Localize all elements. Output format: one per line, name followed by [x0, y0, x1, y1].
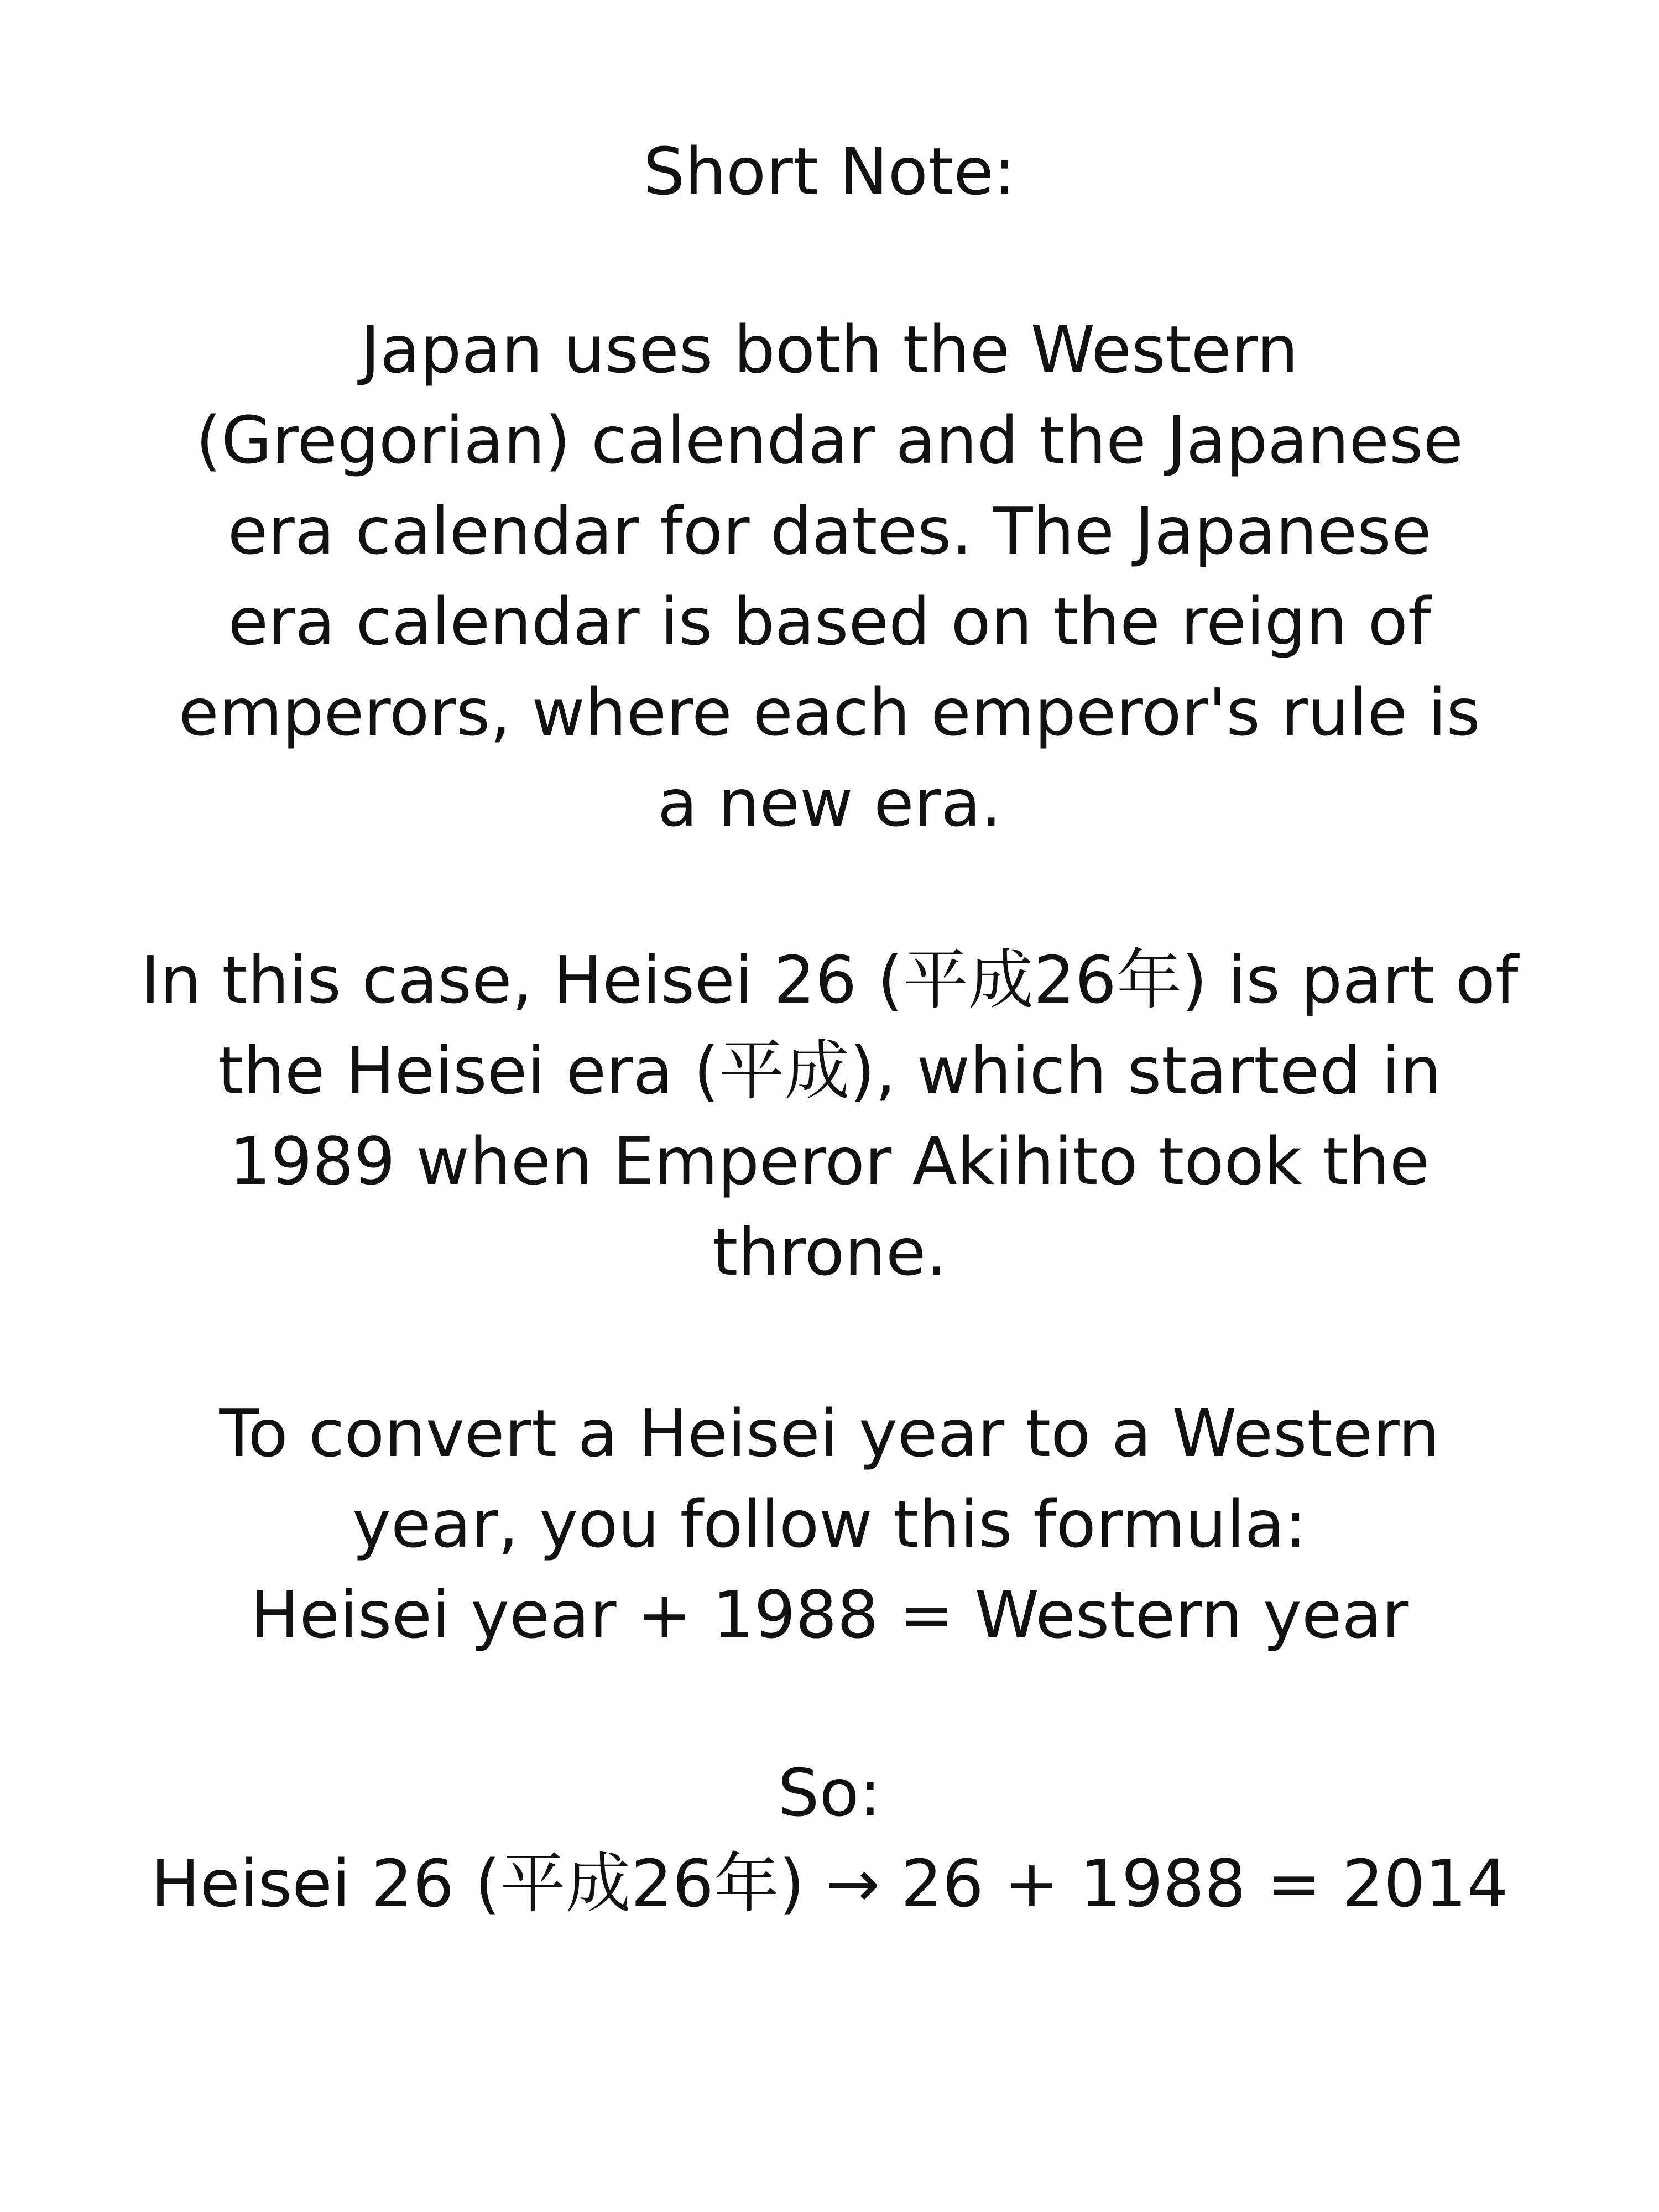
result-calculation: Heisei 26 (平成26年) → 26 + 1988 = 2014 [150, 1845, 1509, 1922]
convert-line: year, you follow this formula: [352, 1486, 1307, 1562]
result-intro: So: [778, 1755, 881, 1831]
intro-line: Japan uses both the Western [361, 311, 1298, 388]
convert-line: To convert a Heisei year to a Western [219, 1395, 1440, 1472]
heisei-line: the Heisei era (平成), which started in [217, 1032, 1442, 1109]
intro-line: (Gregorian) calendar and the Japanese [195, 402, 1464, 478]
heisei-line: throne. [712, 1214, 947, 1290]
conversion-formula-paragraph [83, 1388, 1576, 1660]
heisei-era-paragraph [83, 935, 1576, 1297]
intro-line: a new era. [657, 765, 1002, 841]
result-paragraph [83, 1747, 1576, 1929]
intro-paragraph [83, 304, 1576, 848]
heisei-line: 1989 when Emperor Akihito took the [229, 1123, 1430, 1199]
intro-line: era calendar for dates. The Japanese [227, 493, 1432, 569]
heisei-line: In this case, Heisei 26 (平成26年) is part of [140, 942, 1519, 1018]
intro-line: emperors, where each emperor's rule is [179, 674, 1480, 750]
formula-line: Heisei year + 1988 = Western year [250, 1577, 1409, 1653]
heading-text: Short Note: [643, 133, 1016, 210]
note-heading [83, 126, 1576, 217]
intro-line: era calendar is based on the reign of [228, 583, 1431, 660]
